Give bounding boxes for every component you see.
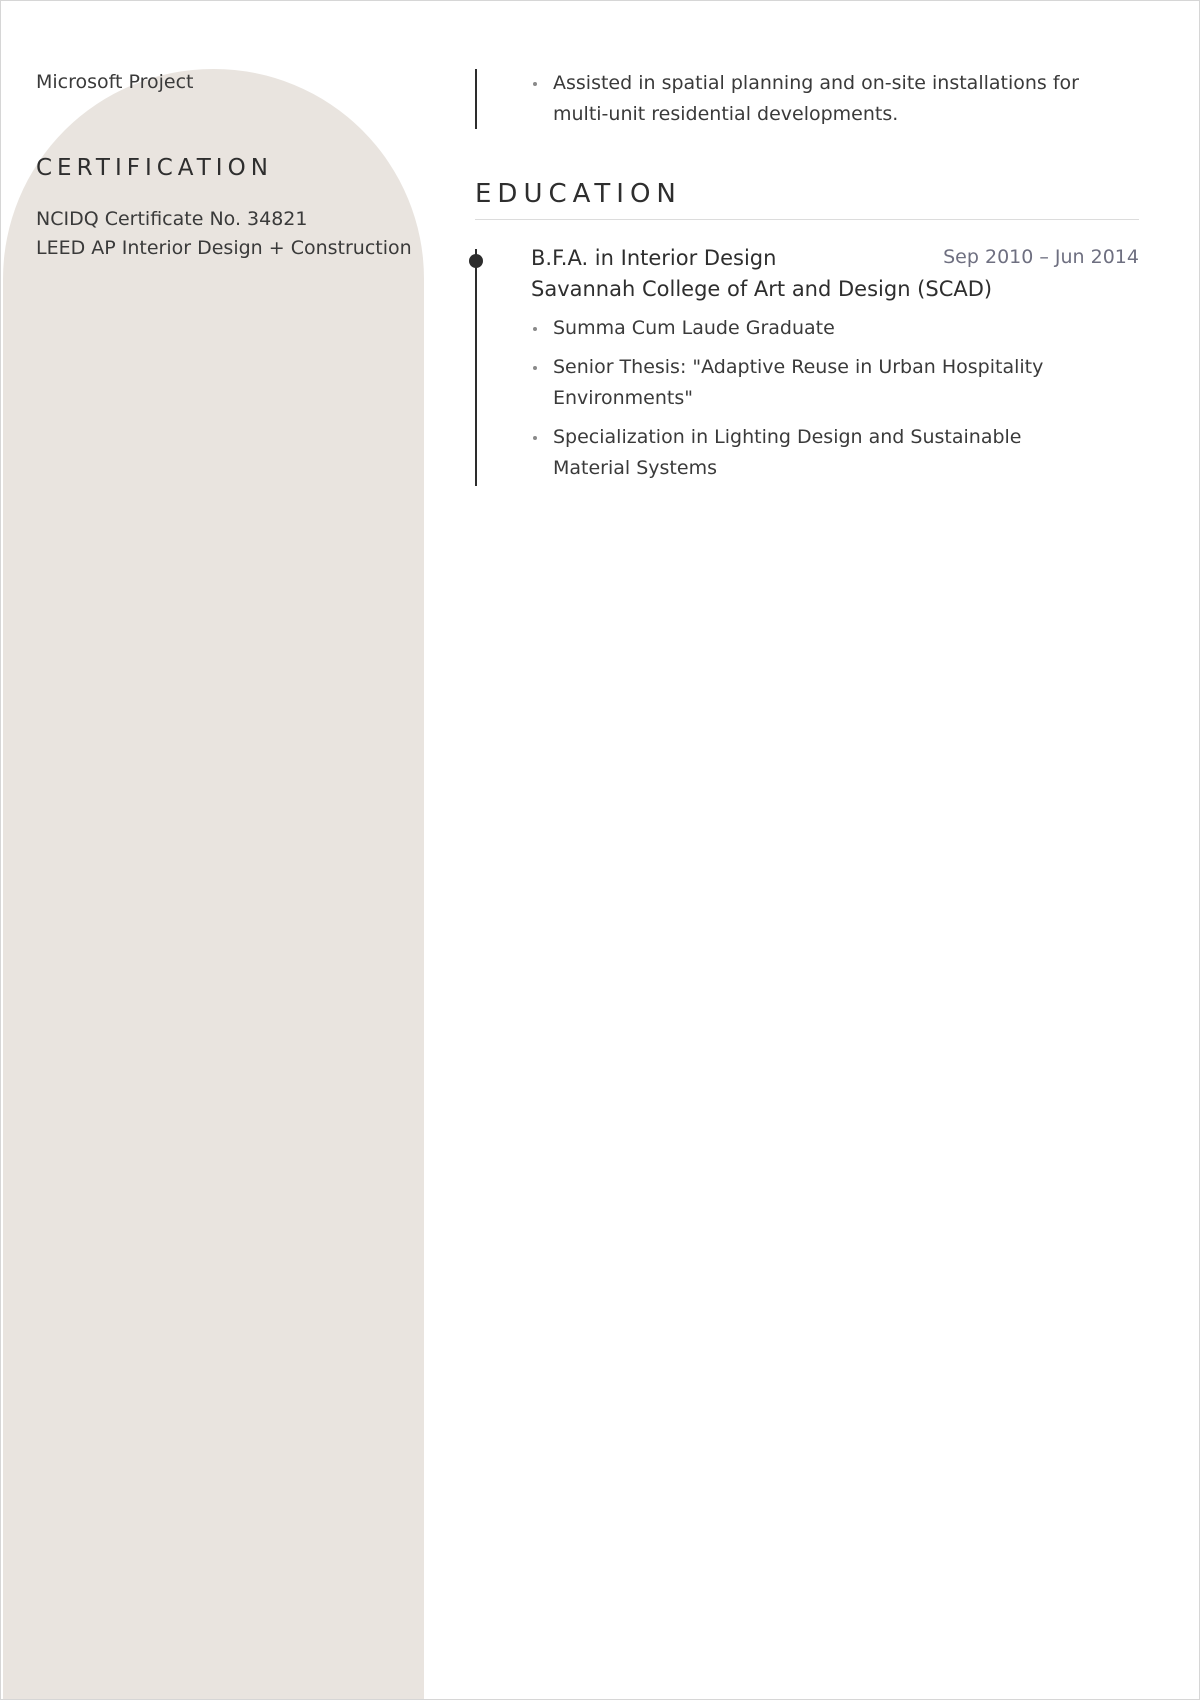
experience-bullet: Assisted in spatial planning and on-site installations for multi-unit residential developments. [531, 68, 1091, 130]
timeline-dot [469, 254, 483, 268]
certification-item: NCIDQ Certificate No. 34821 [36, 208, 308, 230]
education-timeline-line [475, 249, 477, 486]
education-school: Savannah College of Art and Design (SCAD) [531, 277, 993, 301]
education-bullets [531, 313, 1091, 492]
certification-item: LEED AP Interior Design + Construction [36, 237, 412, 259]
education-degree: B.F.A. in Interior Design [531, 246, 777, 270]
education-heading: EDUCATION [475, 179, 682, 209]
education-bullet: Specialization in Lighting Design and Sustainable Material Systems [531, 422, 1091, 484]
education-dates: Sep 2010 – Jun 2014 [943, 246, 1139, 268]
skill-item: Microsoft Project [36, 71, 194, 93]
certification-list [36, 205, 412, 263]
section-divider [475, 219, 1139, 220]
experience-timeline-line [475, 69, 477, 129]
education-bullet: Summa Cum Laude Graduate [531, 313, 1091, 344]
certification-heading: CERTIFICATION [36, 155, 273, 181]
sidebar-arch-background [3, 69, 424, 1699]
education-bullet: Senior Thesis: "Adaptive Reuse in Urban Hospitality Environments" [531, 352, 1091, 414]
experience-continued-bullets [531, 68, 1091, 130]
